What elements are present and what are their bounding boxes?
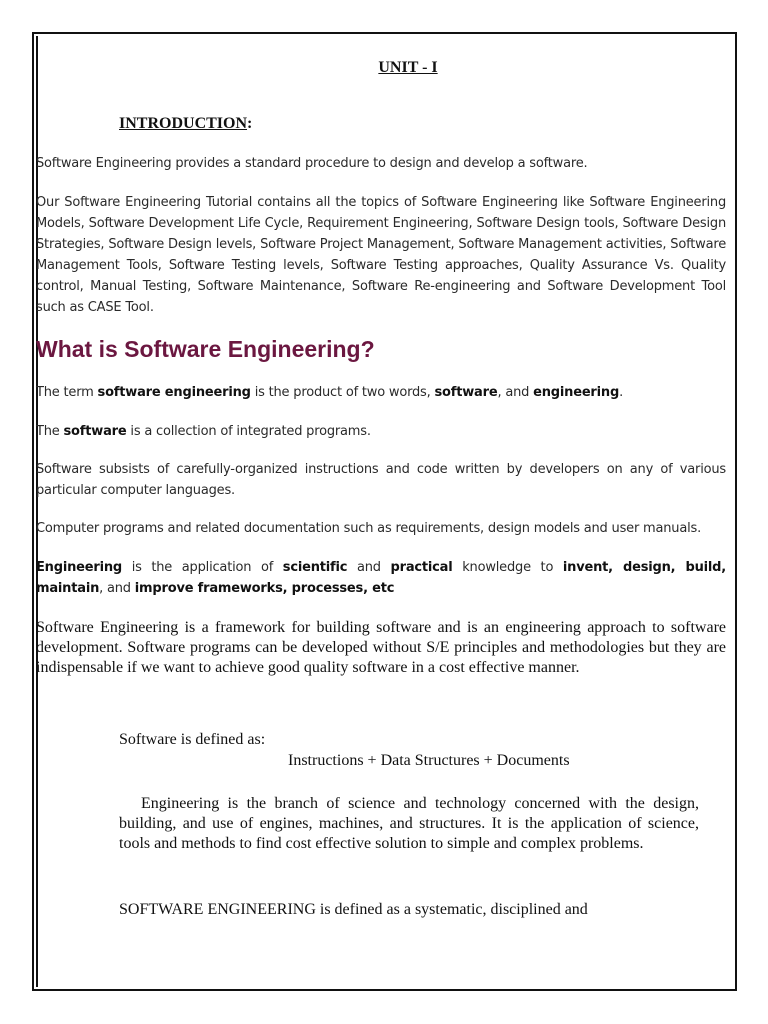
introduction-heading-text: INTRODUCTION	[119, 115, 248, 132]
term-paragraph	[36, 382, 726, 403]
term-text-1: The term	[36, 385, 98, 400]
engineering-bold-practical: practical	[390, 560, 453, 575]
term-text-3: , and	[497, 385, 534, 400]
se-definition-paragraph: SOFTWARE ENGINEERING is defined as a systematic, disciplined and	[119, 901, 588, 918]
engineering-text-2: and	[347, 560, 391, 575]
framework-paragraph: Software Engineering is a framework for building software and is an engineering approach to software development. Software programs can be developed without S/E principles and methodologies but they are indispensable if we want to achieve good quality software in a cost effective manner.	[36, 619, 726, 676]
engineering-bold-improve: improve frameworks, processes, etc	[134, 581, 395, 596]
introduction-heading-colon: :	[247, 115, 253, 132]
engineering-paragraph	[36, 557, 726, 599]
software-defined-as: Software is defined as:	[119, 731, 266, 748]
engineering-bold-scientific: scientific	[282, 560, 348, 575]
engineering-branch-paragraph: Engineering is the branch of science and technology concerned with the design, building, and use of engines, machines, and structures. It is the application of science, tools and methods to find cost effective solution to simple and complex problems.	[119, 795, 699, 852]
term-bold-engineering: engineering	[533, 385, 620, 400]
software-def-bold: software	[63, 424, 127, 439]
subsists-paragraph: Software subsists of carefully-organized instructions and code written by developers on any of various particular computer languages.	[36, 462, 726, 498]
unit-title: UNIT - I	[378, 59, 438, 76]
engineering-text-3: knowledge to	[452, 560, 563, 575]
intro-paragraph-1: Software Engineering provides a standard procedure to design and develop a software.	[36, 156, 588, 171]
term-text-2: is the product of two words,	[250, 385, 435, 400]
engineering-bold-invent: invent, design, build, maintain	[36, 560, 726, 596]
software-definition-paragraph	[36, 421, 726, 442]
software-def-text-1: The	[36, 424, 64, 439]
engineering-text-1: is the application of	[122, 560, 283, 575]
software-def-text-2: is a collection of integrated programs.	[126, 424, 371, 439]
programs-paragraph: Computer programs and related documentation such as requirements, design models and user manuals.	[36, 521, 702, 536]
software-formula: Instructions + Data Structures + Documents	[288, 752, 570, 769]
term-bold-software-engineering: software engineering	[97, 385, 251, 400]
term-text-4: .	[619, 385, 623, 400]
term-bold-software: software	[434, 385, 498, 400]
intro-paragraph-2: Our Software Engineering Tutorial contains all the topics of Software Engineering like Software Engineering Models, Software Development Life Cycle, Requirement Engineering, Software Design tools, Software Design Strategies, Software Design levels, Software Project Management, Software Management activities, Software Management Tools, Software Testing levels, Software Testing approaches, Quality Assurance Vs. Quality control, Manual Testing, Software Maintenance, Software Re-engineering and Software Development Tool such as CASE Tool.	[36, 195, 726, 315]
engineering-bold-1: Engineering	[36, 560, 123, 575]
introduction-heading	[119, 115, 252, 133]
what-is-se-heading: What is Software Engineering?	[36, 336, 375, 362]
engineering-text-4: , and	[99, 581, 135, 596]
